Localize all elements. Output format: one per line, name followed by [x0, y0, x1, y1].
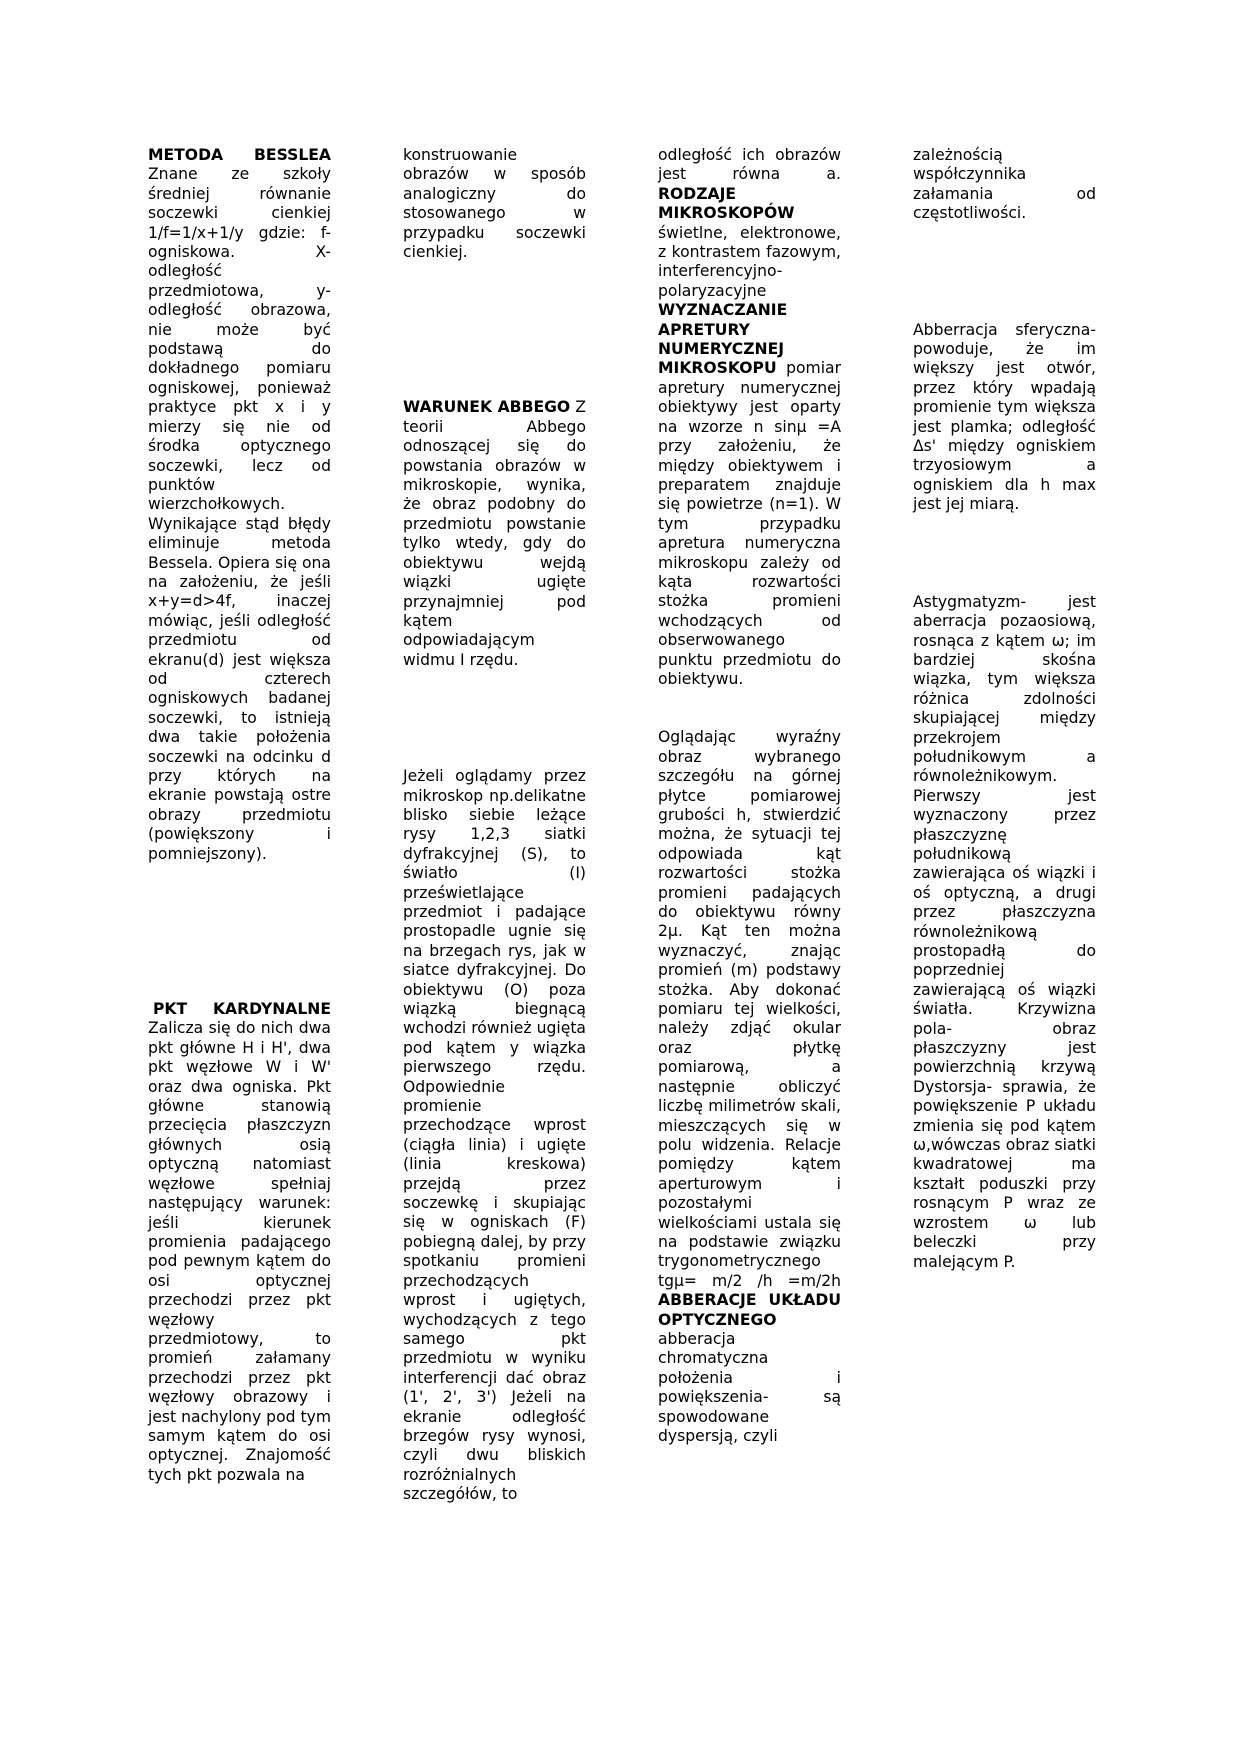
section-ogladajac — [658, 728, 841, 1446]
paragraph-ogladamy: Jeżeli oglądamy przez mikroskop np.delikatne blisko siebie leżące rysy 1,2,3 siatki dyfrakcyjnej (S), to światło (I) prześwietlające przedmiot i padające prostopadle ugnie się na brzegach rys, jak w siatce dyfrakcyjnej. Do obiektywu (O) poza wiązką biegnącą wchodzi również ugięta pod kątem y wiązka pierwszego rzędu. Odpowiednie promienie przechodzące wprost (ciągła linia) i ugięte (linia kreskowa) przejdą przez soczewkę i skupiając się w ogniskach (F) pobiegną dalej, by przy spotkaniu promieni przechodzących wprost i ugiętych, wychodzących z tego samego pkt przedmiotu w wyniku interferencji dać obraz (1', 2', 3') Jeżeli na ekranie odległość brzegów rysy wynosi, czyli dwu bliskich rozróżnialnych szczegółów, to — [403, 767, 586, 1504]
heading-abbe: WARUNEK ABBEGO — [403, 398, 571, 417]
paragraph-kardynalne: Zalicza się do nich dwa pkt główne H i H', dwa pkt węzłowe W i W' oraz dwa ogniska. Pkt główne stanowią przecięcia płaszczyzn głównych osią optyczną natomiast węzłowe spełniaj następujący warunek: jeśli kierunek promienia padającego pod pewnym kątem do osi optycznej przechodzi przez pkt węzłowy przedmiotowy, to promień załamany przechodzi przez pkt węzłowy obrazowy i jest nachylony pod tym samym kątem do osi optycznej. Znajomość tych pkt pozwala na — [148, 1019, 332, 1484]
text-column-2 — [403, 146, 586, 1505]
heading-rodzaje: RODZAJE MIKROSKOPÓW — [658, 184, 795, 223]
section-rodzaje — [658, 146, 841, 689]
section-abbe — [403, 398, 586, 670]
paragraph-astygmatyzm: Astygmatyzm- jest aberracja pozaosiową, rosnąca z kątem ω; im bardziej skośna wiązka, tym większa różnica zdolności skupiającej między przekrojem południkowym a równoleżnikowym. Pierwszy jest wyznaczony przez płaszczyznę południkową zawierająca oś wiązki i oś optyczną, a drugi przez płaszczyzna równoleżnikową prostopadłą do poprzedniej zawierającą oś wiązki światła. Krzywizna pola- obraz płaszczyzny jest powierzchnią krzywą Dystorsja- sprawia, że powiększenie P układu zmienia się pod kątem ω,wówczas obraz siatki kwadratowej ma kształt poduszki przy rosnącym P wraz ze wzrostem ω lub beleczki przy malejącym P. — [913, 592, 1096, 1271]
paragraph-sferyczna: Abberracja sferyczna- powoduje, że im większy jest otwór, przez który wpadają promienie tym większa jest plamka; odległość Δs' między ogniskiem trzyosiowym a ogniskiem dla h max jest jej miarą. — [913, 320, 1096, 514]
paragraph-apertura: pomiar apretury numerycznej obiektywy jest oparty na wzorze n sinμ =A przy założeniu, że między obiektywem i preparatem znajduje się powietrze (n=1). W tym przypadku apretura numeryczna mikroskopu zależy od kąta rozwartości stożka promieni wchodzących od obserwowanego punktu przedmiotu do obiektywu. — [658, 359, 841, 688]
section-bessel — [148, 146, 331, 864]
text-column-3 — [658, 146, 841, 1446]
paragraph-konstruowanie: konstruowanie obrazów w sposób analogiczny do stosowanego w przypadku soczewki cienkiej. — [403, 146, 586, 262]
paragraph-abberacje: abberacja chromatyczna położenia i powiększenia- są spowodowane dyspersją, czyli — [658, 1329, 841, 1445]
paragraph-bessel: Znane ze szkoły średniej równanie soczewki cienkiej 1/f=1/x+1/y gdzie: f- ogniskowa. X- odległość przedmiotowa, y- odległość obrazowa, nie może być podstawą do dokładnego pomiaru ogniskowej, ponieważ praktyce pkt x i y mierzy się nie od środka optycznego soczewki, lecz od punktów wierzchołkowych. Wynikające stąd błędy eliminuje metoda Bessela. Opiera się ona na założeniu, że jeśli x+y=d>4f, inaczej mówiąc, jeśli odległość przedmiotu od ekranu(d) jest większa od czterech ogniskowych badanej soczewki, to istnieją dwa takie położenia soczewki na odcinku d przy których na ekranie powstają ostre obrazy przedmiotu (powiększony i pomniejszony). — [148, 165, 331, 863]
paragraph-rodzaje: świetlne, elektronowe, z kontrastem fazowym, interferencyjno-polaryzacyjne — [658, 223, 841, 300]
heading-abberacje: ABBERACJE UKŁADU OPTYCZNEGO — [658, 1291, 841, 1329]
heading-kardynalne: PKT KARDYNALNE — [153, 1000, 331, 1019]
paragraph-odleglosc: odległość ich obrazów jest równa a. — [658, 146, 841, 184]
paragraph-zaleznoscia: zależnością współczynnika załamania od częstotliwości. — [913, 146, 1096, 223]
text-column-4 — [913, 146, 1096, 1272]
text-column-1 — [148, 146, 331, 1485]
paragraph-abbe: Z teorii Abbego odnoszącej się do powstania obrazów w mikroskopie, wynika, że obraz podobny do przedmiotu powstanie tylko wtedy, gdy do obiektywu wejdą wiązki ugięte przynajmniej pod kątem odpowiadającym widmu I rzędu. — [403, 398, 586, 669]
heading-apertura: WYZNACZANIE APRETURY NUMERYCZNEJ MIKROSKOPU — [658, 301, 788, 378]
paragraph-ogladajac: Oglądając wyraźny obraz wybranego szczegółu na górnej płytce pomiarowej grubości h, stwierdzić można, że sytuacji tej odpowiada kąt rozwartości stożka promieni padających do obiektywu równy 2μ. Kąt ten można wyznaczyć, znając promień (m) podstawy stożka. Aby dokonać pomiaru tej wielkości, należy zdjąć okular oraz płytkę pomiarową, a następnie obliczyć liczbę milimetrów skali, mieszczących się w polu widzenia. Relacje pomiędzy kątem aperturowym i pozostałymi wielkościami ustala się na podstawie związku trygonometrycznego tgμ= m/2 /h =m/2h — [658, 728, 841, 1290]
section-kardynalne — [148, 1000, 331, 1485]
heading-bessel: METODA BESSLEA — [148, 146, 331, 164]
